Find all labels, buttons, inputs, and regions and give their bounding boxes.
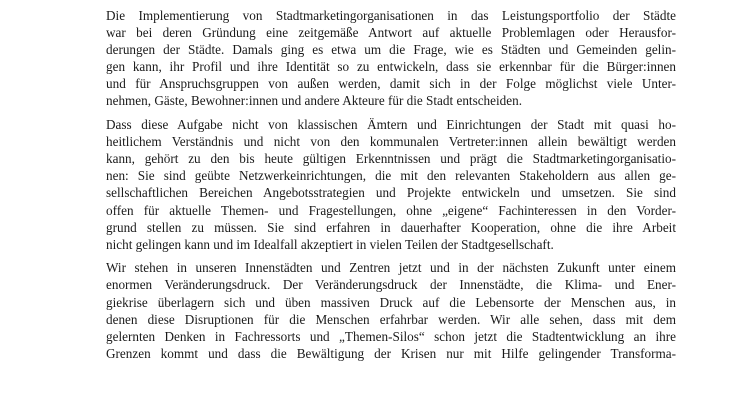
text-line: sellschaftlichen Bereichen Angebotsstrategien und Projekte entwickeln und umsetzen. Sie sind bbox=[106, 185, 676, 201]
text-line: denen diese Disruptionen für die Menschen erfahrbar werden. Wir alle sehen, dass mit dem bbox=[106, 311, 676, 327]
text-line: offen für aktuelle Themen- und Fragestellungen, ohne „eigene“ Fachinteressen in den Vorder- bbox=[106, 202, 676, 218]
text-line: Wir stehen in unseren Innenstädten und Zentren jetzt und in der nächsten Zukunft unter einem bbox=[106, 260, 676, 276]
text-line: Die Implementierung von Stadtmarketingorganisationen in das Leistungsportfolio der Städte bbox=[106, 8, 676, 23]
text-line: und für Anspruchsgruppen von außen werden, damit sich in der Folge möglichst viele Unter- bbox=[106, 76, 676, 92]
text-line: Grenzen kommt und dass die Bewältigung der Krisen nur mit Hilfe gelingender Transforma- bbox=[106, 345, 676, 361]
text-line: war bei deren Gründung eine zeitgemäße Antwort auf aktuelle Problemlagen oder Herausfor- bbox=[106, 25, 676, 41]
text-line: enormen Veränderungsdruck. Der Veränderungsdruck der Innenstädte, die Klima- und Ener- bbox=[106, 277, 676, 293]
paragraph-2 bbox=[106, 116, 676, 253]
text-line: nicht gelingen kann und im Idealfall akzeptiert in vielen Teilen der Stadtgesellschaft. bbox=[106, 236, 554, 252]
text-line: nehmen, Gäste, Bewohner:innen und andere Akteure für die Stadt entscheiden. bbox=[106, 93, 523, 109]
paragraph-3 bbox=[106, 259, 676, 362]
text-line: grund stellen zu müssen. Sie sind erfahren in dauerhafter Kooperation, ohne die ihre Arbeit bbox=[106, 219, 676, 235]
document-body bbox=[106, 7, 676, 368]
text-line: Dass diese Aufgabe nicht von klassischen Ämtern und Einrichtungen der Stadt mit quasi ho- bbox=[106, 117, 676, 133]
paragraph-1 bbox=[106, 7, 676, 110]
text-line: heitlichem Verständnis und nicht von den kommunalen Vertreter:innen allein bewältigt werden bbox=[106, 134, 676, 150]
text-line: kann, gehört zu den bis heute gültigen Erkenntnissen und prägt die Stadtmarketingorganisatio- bbox=[106, 151, 676, 167]
text-line: giekrise überlagern sich und üben massiven Druck auf die Lebensorte der Menschen aus, in bbox=[106, 294, 676, 310]
text-line: gelernten Denken in Fachressorts und „Themen-Silos“ schon jetzt die Stadtentwicklung an ihre bbox=[106, 328, 676, 344]
text-line: nen: Sie sind geübte Netzwerkeinrichtungen, die mit den relevanten Stakeholdern aus allen ge- bbox=[106, 168, 676, 184]
text-line: gen kann, ihr Profil und ihre Identität so zu entwickeln, dass sie erkennbar für die Bürger:innen bbox=[106, 59, 676, 75]
text-line: derungen der Städte. Damals ging es etwa um die Frage, wie es Städten und Gemeinden gelin- bbox=[106, 42, 676, 58]
